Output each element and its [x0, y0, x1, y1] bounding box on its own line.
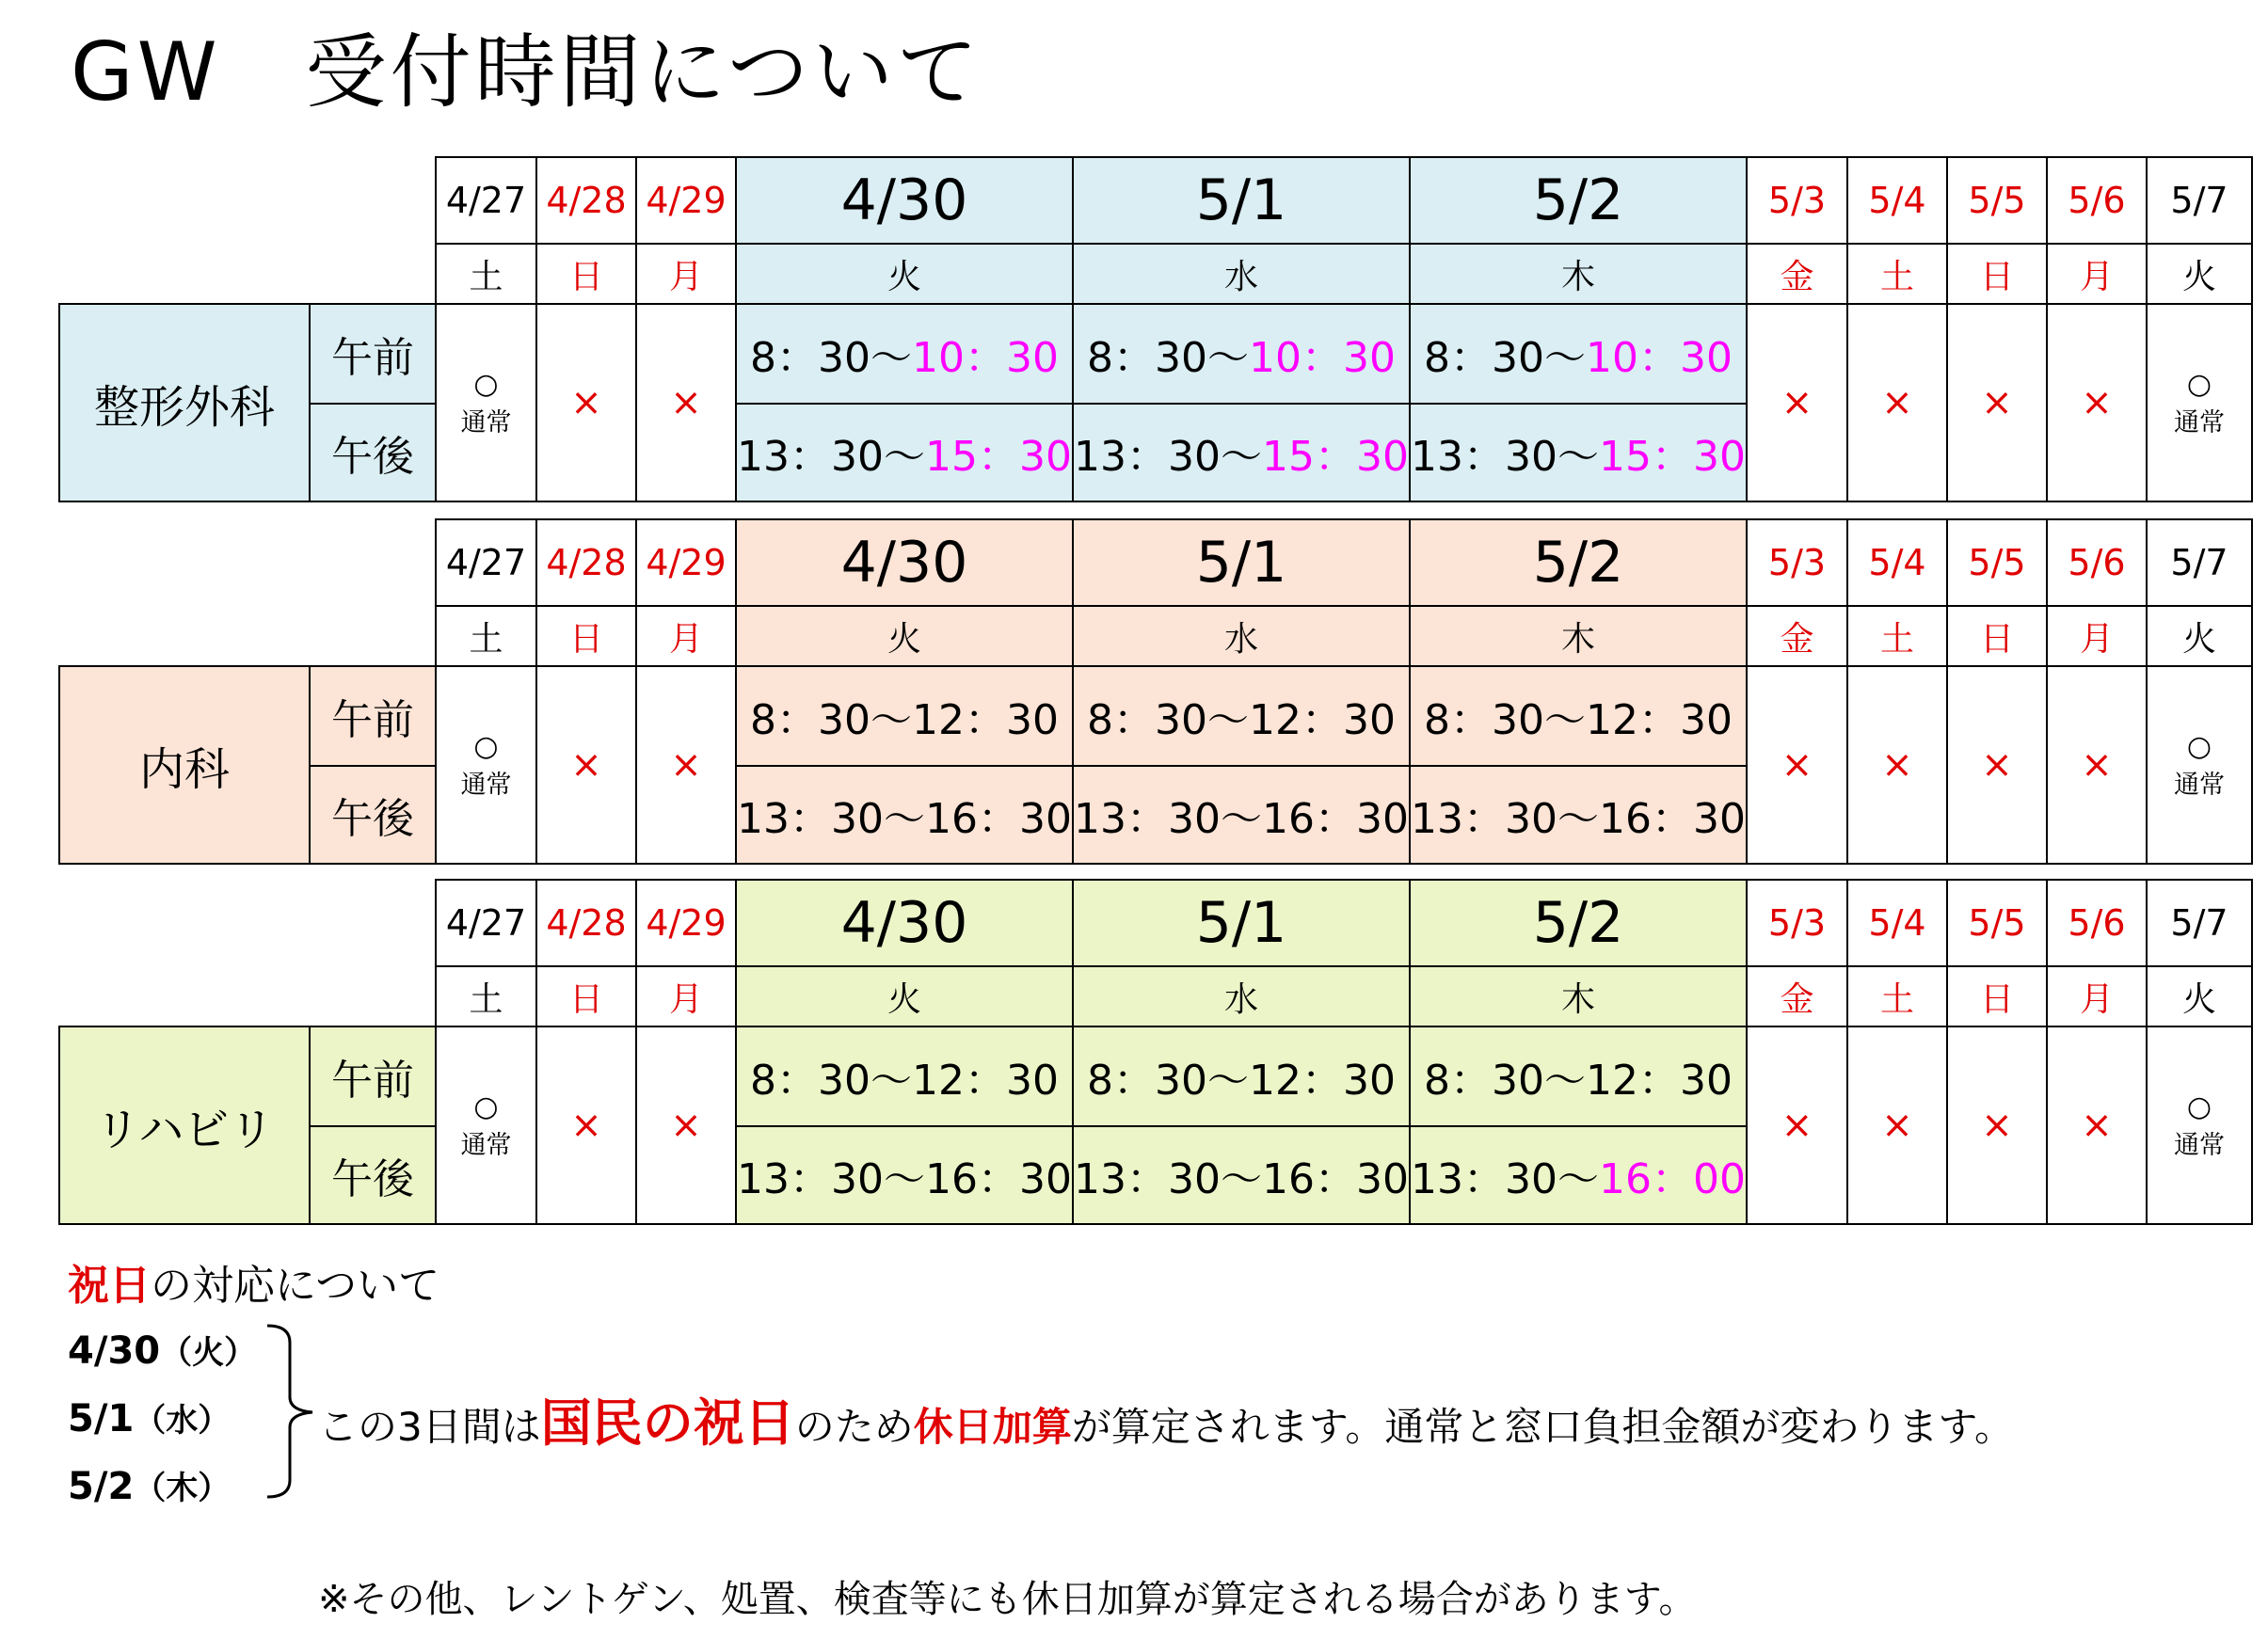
- department-label: 内科: [58, 665, 311, 865]
- closed-mark: ×: [1746, 1026, 1848, 1225]
- hours-end: 16：30: [1262, 795, 1409, 843]
- weekday-header: 火: [735, 965, 1074, 1027]
- weekday-header: 日: [1946, 243, 2048, 305]
- weekday-header: 木: [1409, 605, 1748, 667]
- hours-end: 10：30: [1586, 334, 1733, 382]
- date-header: 4/29: [635, 518, 737, 607]
- normal-hours-cell: [2146, 1026, 2253, 1225]
- date-header: 5/4: [1846, 156, 1948, 245]
- open-circle-icon: ○: [2186, 368, 2212, 401]
- hours-end: 12：30: [1249, 1057, 1396, 1105]
- hours-end: 12：30: [912, 696, 1059, 744]
- date-header: 5/5: [1946, 156, 2048, 245]
- hours-start: 8：30～: [1424, 1057, 1586, 1105]
- morning-hours: [1072, 1026, 1411, 1127]
- date-header: 5/4: [1846, 879, 1948, 967]
- open-circle-icon: ○: [473, 368, 499, 401]
- weekday-header: 月: [635, 605, 737, 667]
- open-circle-icon: ○: [473, 730, 499, 763]
- date-header: 5/2: [1409, 518, 1748, 607]
- hours-end: 16：30: [1599, 795, 1746, 843]
- weekday-header: 日: [1946, 965, 2048, 1027]
- date-header: 4/28: [535, 156, 637, 245]
- normal-hours-cell: [435, 303, 537, 502]
- hours-end: 16：30: [1262, 1155, 1409, 1203]
- hours-start: 8：30～: [1424, 696, 1586, 744]
- hours-start: 8：30～: [750, 1057, 912, 1105]
- date-header: 5/5: [1946, 879, 2048, 967]
- weekday-header: 金: [1746, 965, 1848, 1027]
- closed-mark: ×: [1946, 665, 2048, 865]
- afternoon-hours: [1409, 765, 1748, 865]
- morning-label: 午前: [309, 1026, 437, 1127]
- open-circle-icon: ○: [2186, 730, 2212, 763]
- date-header: 5/1: [1072, 879, 1411, 967]
- hours-start: 8：30～: [1087, 1057, 1249, 1105]
- date-header: 4/27: [435, 156, 537, 245]
- department-label: リハビリ: [58, 1026, 311, 1225]
- normal-label: 通常: [2174, 1131, 2225, 1160]
- holiday-keyword: 祝日: [68, 1262, 151, 1310]
- holiday-date-1: [68, 1327, 256, 1373]
- date-header: 5/4: [1846, 518, 1948, 607]
- weekday-header: 日: [535, 243, 637, 305]
- morning-hours: [1072, 665, 1411, 767]
- closed-mark: ×: [1846, 665, 1948, 865]
- hours-start: 8：30～: [750, 334, 912, 382]
- hours-start: 8：30～: [1087, 334, 1249, 382]
- date-header: 5/1: [1072, 518, 1411, 607]
- morning-hours: [735, 1026, 1074, 1127]
- hours-start: 13：30～: [1074, 433, 1262, 481]
- hours-end: 12：30: [912, 1057, 1059, 1105]
- closed-mark: ×: [1846, 1026, 1948, 1225]
- hours-start: 8：30～: [1424, 334, 1586, 382]
- afternoon-hours: [735, 765, 1074, 865]
- hours-end: 15：30: [1262, 433, 1409, 481]
- date-header: 5/3: [1746, 879, 1848, 967]
- holiday-notes-heading: [68, 1251, 439, 1312]
- weekday-header: 日: [1946, 605, 2048, 667]
- closed-mark: ×: [2046, 1026, 2148, 1225]
- holiday-surcharge-note: [318, 1383, 2014, 1456]
- weekday-header: 月: [2046, 965, 2148, 1027]
- weekday-header: 金: [1746, 243, 1848, 305]
- weekday-header: 火: [2146, 965, 2253, 1027]
- date-header: 5/3: [1746, 156, 1848, 245]
- weekday-header: 月: [2046, 243, 2148, 305]
- morning-hours: [735, 665, 1074, 767]
- date-header: 5/7: [2146, 156, 2253, 245]
- date-header: 4/28: [535, 518, 637, 607]
- closed-mark: ×: [635, 1026, 737, 1225]
- date-header: 4/30: [735, 518, 1074, 607]
- holiday-date-text: 5/1: [68, 1397, 135, 1440]
- weekday-header: 木: [1409, 243, 1748, 305]
- hours-start: 8：30～: [1087, 696, 1249, 744]
- hours-end: 15：30: [925, 433, 1072, 481]
- weekday-header: 月: [635, 965, 737, 1027]
- afternoon-hours: [1072, 765, 1411, 865]
- weekday-header: 火: [2146, 605, 2253, 667]
- morning-hours: [1409, 1026, 1748, 1127]
- hours-end: 10：30: [912, 334, 1059, 382]
- note-text-part: この3日間は: [318, 1404, 541, 1450]
- holiday-date-2: [68, 1394, 230, 1440]
- hours-end: 12：30: [1586, 696, 1733, 744]
- weekday-header: 水: [1072, 605, 1411, 667]
- date-header: 5/2: [1409, 156, 1748, 245]
- normal-hours-cell: [2146, 665, 2253, 865]
- date-header: 5/5: [1946, 518, 2048, 607]
- normal-hours-cell: [2146, 303, 2253, 502]
- afternoon-hours: [735, 403, 1074, 502]
- holiday-dow-text: （木）: [134, 1470, 231, 1507]
- normal-label: 通常: [460, 1131, 512, 1160]
- afternoon-label: 午後: [309, 1125, 437, 1225]
- weekday-header: 月: [635, 243, 737, 305]
- date-header: 4/29: [635, 879, 737, 967]
- normal-label: 通常: [2174, 771, 2225, 800]
- hours-start: 13：30～: [1074, 1155, 1262, 1203]
- schedule-table: [58, 879, 2251, 1225]
- morning-label: 午前: [309, 665, 437, 767]
- hours-start: 13：30～: [1411, 433, 1599, 481]
- hours-start: 8：30～: [750, 696, 912, 744]
- afternoon-label: 午後: [309, 765, 437, 865]
- weekday-header: 木: [1409, 965, 1748, 1027]
- afternoon-hours: [1072, 1125, 1411, 1225]
- hours-start: 13：30～: [1411, 1155, 1599, 1203]
- hours-start: 13：30～: [737, 1155, 925, 1203]
- closed-mark: ×: [1946, 303, 2048, 502]
- date-header: 5/7: [2146, 518, 2253, 607]
- afternoon-hours: [1072, 403, 1411, 502]
- date-header: 4/30: [735, 879, 1074, 967]
- weekday-header: 土: [1846, 605, 1948, 667]
- afternoon-hours: [1409, 1125, 1748, 1225]
- hours-start: 13：30～: [1074, 795, 1262, 843]
- closed-mark: ×: [1746, 303, 1848, 502]
- morning-hours: [1072, 303, 1411, 405]
- weekday-header: 土: [1846, 965, 1948, 1027]
- closed-mark: ×: [635, 303, 737, 502]
- closed-mark: ×: [535, 1026, 637, 1225]
- weekday-header: 土: [1846, 243, 1948, 305]
- date-header: 5/3: [1746, 518, 1848, 607]
- holiday-dow-text: （火）: [160, 1334, 257, 1372]
- weekday-header: 日: [535, 605, 637, 667]
- weekday-header: 水: [1072, 243, 1411, 305]
- national-holiday-keyword: 国民の祝日: [540, 1393, 795, 1453]
- morning-hours: [1409, 665, 1748, 767]
- date-header: 5/1: [1072, 156, 1411, 245]
- closed-mark: ×: [1946, 1026, 2048, 1225]
- date-header: 4/27: [435, 518, 537, 607]
- page-title: GW 受付時間について: [71, 25, 982, 119]
- footnote: ※その他、レントゲン、処置、検査等にも休日加算が算定される場合があります。: [318, 1578, 1697, 1621]
- weekday-header: 土: [435, 965, 537, 1027]
- weekday-header: 日: [535, 965, 637, 1027]
- weekday-header: 火: [735, 605, 1074, 667]
- weekday-header: 火: [735, 243, 1074, 305]
- morning-hours: [1409, 303, 1748, 405]
- weekday-header: 月: [2046, 605, 2148, 667]
- note-text-part: のため: [794, 1404, 914, 1450]
- date-header: 4/27: [435, 879, 537, 967]
- holiday-heading-rest: の対応について: [151, 1262, 440, 1310]
- schedule-table: [58, 518, 2251, 865]
- holiday-date-text: 5/2: [68, 1465, 135, 1508]
- normal-hours-cell: [435, 665, 537, 865]
- date-header: 5/6: [2046, 156, 2148, 245]
- hours-end: 16：30: [925, 795, 1072, 843]
- normal-label: 通常: [2174, 408, 2225, 438]
- schedule-table: [58, 156, 2251, 502]
- afternoon-hours: [1409, 403, 1748, 502]
- normal-label: 通常: [460, 408, 512, 438]
- date-header: 5/6: [2046, 879, 2148, 967]
- hours-end: 16：00: [1599, 1155, 1746, 1203]
- hours-start: 13：30～: [737, 433, 925, 481]
- weekday-header: 金: [1746, 605, 1848, 667]
- date-header: 5/2: [1409, 879, 1748, 967]
- date-header: 4/29: [635, 156, 737, 245]
- closed-mark: ×: [2046, 665, 2148, 865]
- closed-mark: ×: [535, 665, 637, 865]
- closed-mark: ×: [635, 665, 737, 865]
- open-circle-icon: ○: [473, 1090, 499, 1123]
- afternoon-hours: [735, 1125, 1074, 1225]
- note-text-part: が算定されます。通常と窓口負担金額が変わります。: [1071, 1404, 2015, 1450]
- date-header: 4/28: [535, 879, 637, 967]
- closed-mark: ×: [1846, 303, 1948, 502]
- closed-mark: ×: [2046, 303, 2148, 502]
- normal-label: 通常: [460, 771, 512, 800]
- hours-end: 12：30: [1586, 1057, 1733, 1105]
- closed-mark: ×: [535, 303, 637, 502]
- normal-hours-cell: [435, 1026, 537, 1225]
- hours-end: 12：30: [1249, 696, 1396, 744]
- date-header: 5/7: [2146, 879, 2253, 967]
- holiday-date-text: 4/30: [68, 1329, 161, 1373]
- afternoon-label: 午後: [309, 403, 437, 502]
- holiday-dow-text: （水）: [134, 1402, 231, 1440]
- hours-end: 10：30: [1249, 334, 1396, 382]
- morning-hours: [735, 303, 1074, 405]
- hours-end: 15：30: [1599, 433, 1746, 481]
- department-label: 整形外科: [58, 303, 311, 502]
- date-header: 4/30: [735, 156, 1074, 245]
- open-circle-icon: ○: [2186, 1090, 2212, 1123]
- date-header: 5/6: [2046, 518, 2148, 607]
- holiday-date-3: [68, 1462, 230, 1508]
- weekday-header: 土: [435, 243, 537, 305]
- holiday-surcharge-keyword: 休日加算: [913, 1404, 1072, 1450]
- right-brace-icon: [264, 1322, 320, 1501]
- weekday-header: 火: [2146, 243, 2253, 305]
- morning-label: 午前: [309, 303, 437, 405]
- hours-end: 16：30: [925, 1155, 1072, 1203]
- hours-start: 13：30～: [737, 795, 925, 843]
- hours-start: 13：30～: [1411, 795, 1599, 843]
- closed-mark: ×: [1746, 665, 1848, 865]
- weekday-header: 水: [1072, 965, 1411, 1027]
- weekday-header: 土: [435, 605, 537, 667]
